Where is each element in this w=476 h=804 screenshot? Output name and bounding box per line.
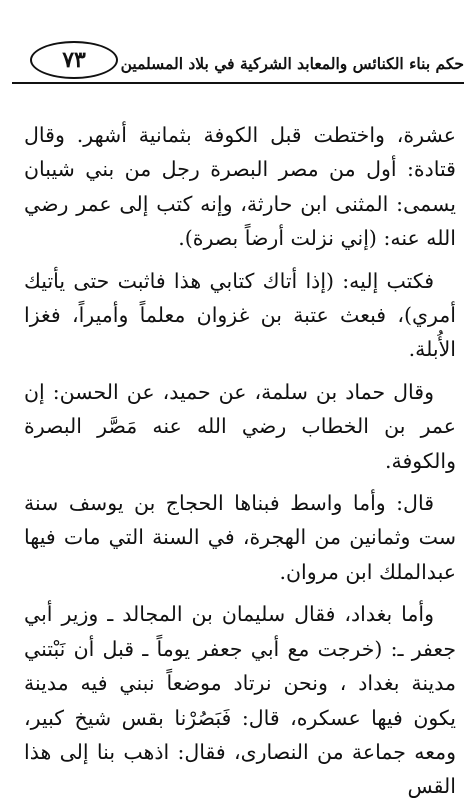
body-text xyxy=(24,118,456,804)
paragraph: عشرة، واختطت قبل الكوفة بثمانية أشهر. وقال قتادة: أول من مصر البصرة رجل من بني شيبان يسمى: المثنى ابن حارثة، وإنه كتب إلى عمر رضي الله عنه: (إني نزلت أرضاً بصرة). xyxy=(24,123,456,251)
running-title: حكم بناء الكنائس والمعابد الشركية في بلاد المسلمين xyxy=(120,54,464,73)
paragraph: فكتب إليه: (إذا أتاك كتابي هذا فاثبت حتى يأتيك أمري)، فبعث عتبة بن غزوان معلماً وأميراً، فغزا الأُبلة. xyxy=(24,268,456,362)
page-number-badge: ٧٣ xyxy=(30,41,118,79)
paragraph: قال: وأما واسط فبناها الحجاج بن يوسف سنة ست وثمانين من الهجرة، في السنة التي مات فيها عبدالملك ابن مروان. xyxy=(24,491,456,584)
page-header xyxy=(12,40,464,88)
paragraph: وقال حماد بن سلمة، عن حميد، عن الحسن: إن عمر بن الخطاب رضي الله عنه مَصَّر البصرة والكوفة. xyxy=(24,379,456,473)
paragraph: وأما بغداد، فقال سليمان بن المجالد ـ وزير أبي جعفر ـ: (خرجت مع أبي جعفر يوماً ـ قبل أن نَبْتني مدينة بغداد ، ونحن نرتاد موضعاً نبني فيه مدينة يكون فيها عسكره، قال: فَبَصُرْنا بقس شيخ كبير، ومعه جماعة من النصارى، فقال: اذهب بنا إلى هذا القس xyxy=(24,602,456,799)
header-rule xyxy=(12,82,464,84)
